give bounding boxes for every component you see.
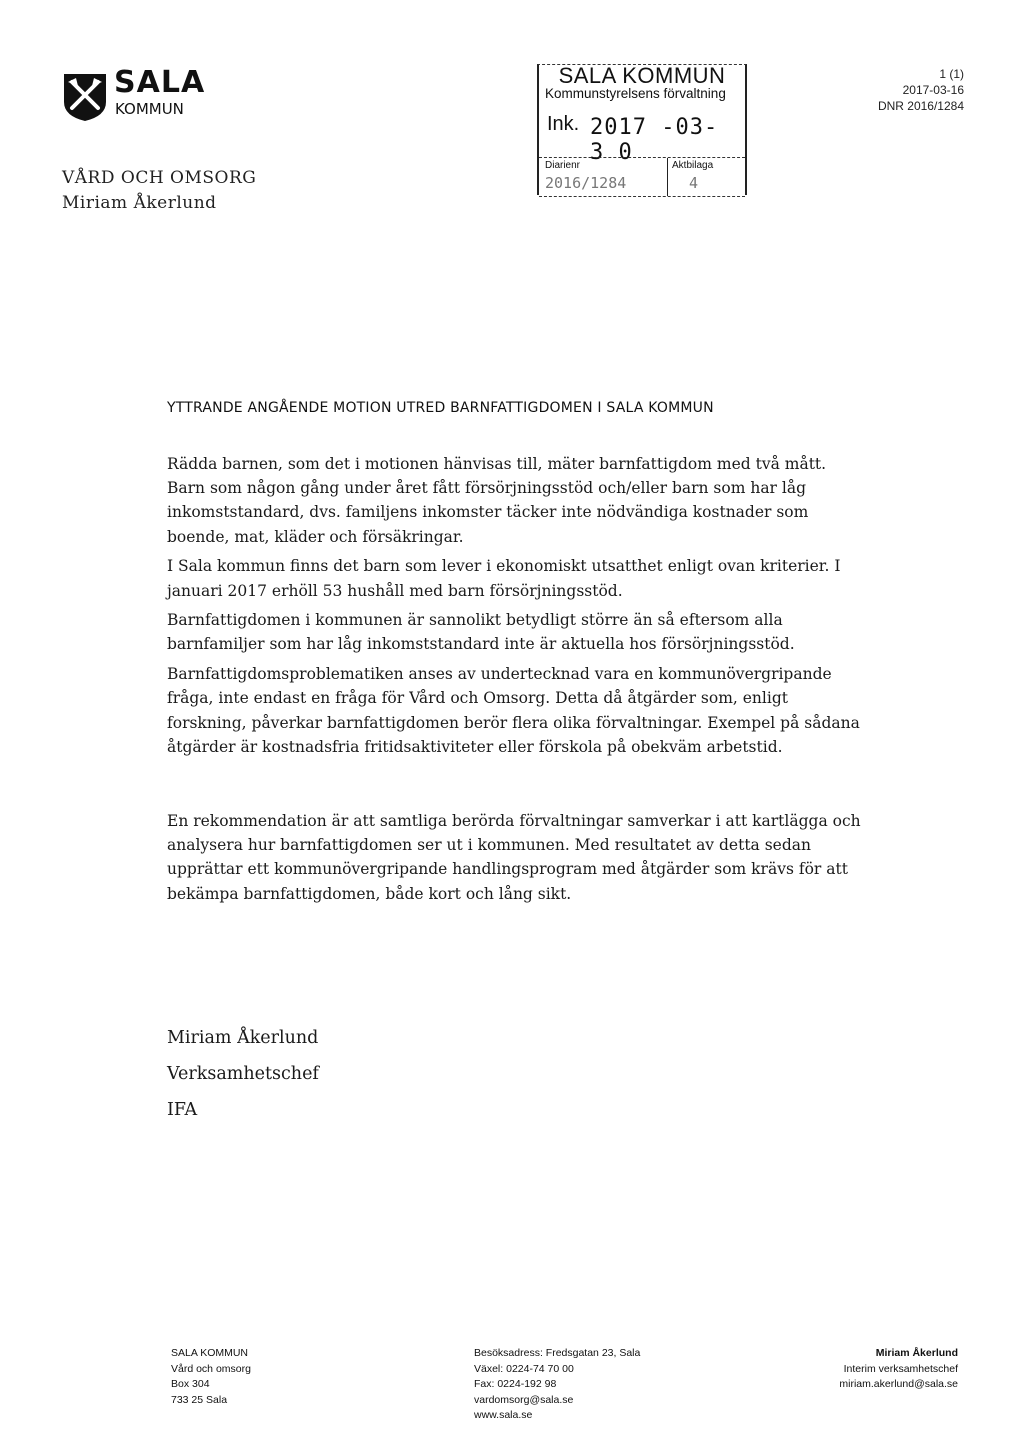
logo-subtitle: KOMMUN	[115, 100, 184, 118]
stamp-divider	[667, 158, 668, 196]
paragraph: Rädda barnen, som det i motionen hänvisas till, mäter barnfattigdom med två mått. Barn som någon gång under året fått försörjningsstöd och/eller barn som har låg inkomststandard, dvs. familjens inkomster täcker inte nödvändiga kostnader som boende, mat, kläder och försäkringar.	[167, 455, 827, 546]
footer-visit-address: Besöksadress: Fredsgatan 23, Sala	[474, 1347, 641, 1359]
paragraph: En rekommendation är att samtliga berörda förvaltningar samverkar i att kartlägga och analysera hur barnfattigdomen ser ut i kommunen. Med resultatet av detta sedan upprättar ett kommunövergripande handlingsprogram med åtgärder som krävs för att bekämpa barnfattigdomen, både kort och lång sikt.	[167, 811, 861, 903]
stamp-aktbilaga-label: Aktbilaga	[672, 160, 714, 171]
paragraph: Barnfattigdomen i kommunen är sannolikt betydligt större än så eftersom alla barnfamiljer som har låg inkomststandard inte är aktuella hos försörjningsstöd.	[167, 611, 795, 654]
received-stamp	[537, 64, 747, 195]
footer-box: Box 304	[171, 1378, 210, 1390]
footer-fax: Fax: 0224-192 98	[474, 1378, 557, 1390]
stamp-registry-row	[539, 157, 745, 197]
footer-email: vardomsorg@sala.se	[474, 1393, 574, 1406]
department-name: VÅRD OCH OMSORG	[62, 168, 257, 188]
document-meta	[878, 66, 964, 114]
stamp-title: SALA KOMMUN	[558, 63, 726, 88]
signature-block	[167, 1020, 319, 1128]
footer-address	[171, 1346, 251, 1408]
municipal-crest-icon	[62, 72, 108, 122]
signature-name: Miriam Åkerlund	[167, 1028, 319, 1048]
paragraph: Barnfattigdomsproblematiken anses av undertecknad vara en kommunövergripande fråga, inte endast en fråga för Vård och Omsorg. Detta då åtgärder som, enligt forskning, påverkar barnfattigdomen berör flera olika förvaltningar. Exempel på sådana åtgärder är kostnadsfria fritidsaktiviteter eller förskola på obekväm arbetstid.	[167, 665, 860, 756]
document-date: 2017-03-16	[902, 83, 964, 97]
sender-name: Miriam Åkerlund	[62, 193, 217, 213]
footer-dept: Vård och omsorg	[171, 1362, 251, 1375]
footer-phone: Växel: 0224-74 70 00	[474, 1362, 574, 1375]
stamp-aktbilaga-value: 4	[689, 174, 699, 192]
stamp-diarie-value: 2016/1284	[545, 174, 627, 192]
stamp-ink-label: Ink.	[547, 113, 580, 135]
signature-unit: IFA	[167, 1100, 198, 1120]
footer-postal: 733 25 Sala	[171, 1393, 228, 1406]
sender-block	[62, 166, 256, 216]
footer-person-name: Miriam Åkerlund	[875, 1347, 958, 1359]
sala-kommun-logo	[62, 66, 242, 126]
document-heading: YTTRANDE ANGÅENDE MOTION UTRED BARNFATTIGDOMEN I SALA KOMMUN	[167, 400, 714, 416]
footer-person	[839, 1346, 958, 1393]
footer-person-email: miriam.akerlund@sala.se	[839, 1378, 958, 1390]
document-dnr: DNR 2016/1284	[877, 99, 964, 113]
stamp-date: 2017 -03- 3 0	[590, 115, 719, 165]
signature-title: Verksamhetschef	[167, 1064, 319, 1084]
logo-wordmark: SALA	[114, 65, 206, 100]
paragraph: I Sala kommun finns det barn som lever i ekonomiskt utsatthet enligt ovan kriterier. I januari 2017 erhöll 53 hushåll med barn försörjningsstöd.	[167, 557, 841, 600]
footer-contact	[474, 1346, 640, 1424]
document-body	[167, 452, 867, 911]
footer-person-title: Interim verksamhetschef	[843, 1362, 958, 1375]
stamp-subtitle: Kommunstyrelsens förvaltning	[545, 86, 726, 101]
stamp-diarie-label: Diarienr	[545, 160, 581, 171]
page-number: 1 (1)	[939, 67, 964, 81]
footer-org: SALA KOMMUN	[171, 1347, 249, 1359]
footer-website: www.sala.se	[474, 1409, 533, 1421]
